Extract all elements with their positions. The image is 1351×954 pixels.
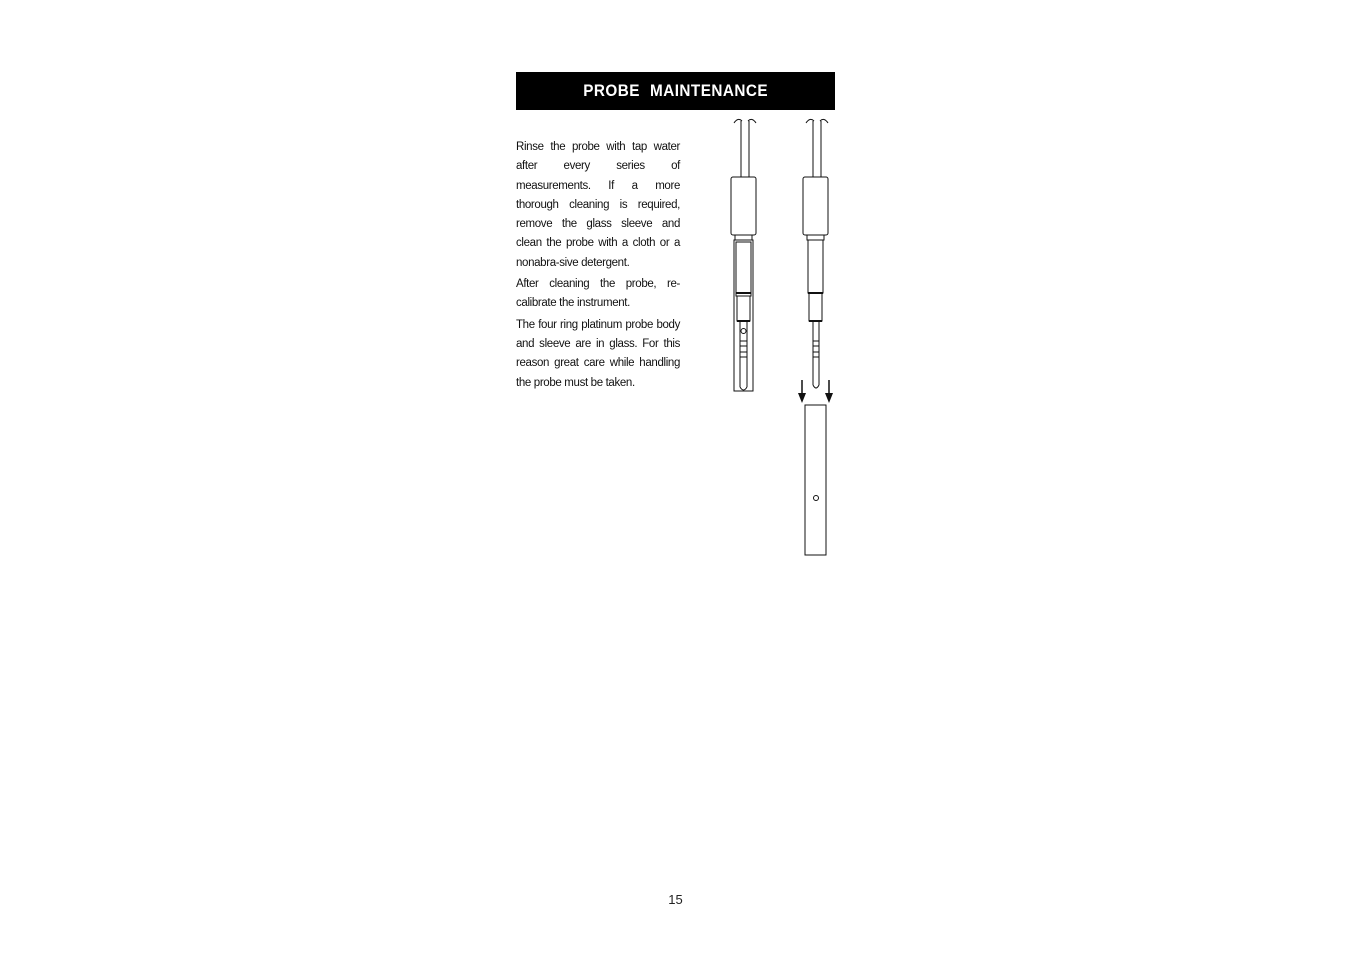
- maintenance-text: [516, 138, 680, 395]
- glass-sleeve-icon: [805, 405, 826, 555]
- probe-without-sleeve-icon: [803, 119, 828, 388]
- paragraph-rinse: Rinse the probe with tap water after every series of measurements. If a more thorough cleaning is required, remove the glass sleeve and clean the probe with a cloth or a nonabra-sive detergent.: [516, 141, 680, 269]
- down-arrow-icon: [798, 380, 833, 403]
- probe-diagram-icon: [720, 115, 840, 565]
- paragraph-recalibrate: After cleaning the probe, re-calibrate the instrument.: [516, 278, 680, 310]
- paragraph-glass-warning: The four ring platinum probe body and sleeve are in glass. For this reason great care while handling the probe must be taken.: [516, 318, 680, 389]
- section-title: PROBE MAINTENANCE: [583, 81, 768, 100]
- section-title-bar: [516, 72, 835, 110]
- assembled-probe-icon: [731, 119, 756, 391]
- page-number: 15: [668, 892, 683, 907]
